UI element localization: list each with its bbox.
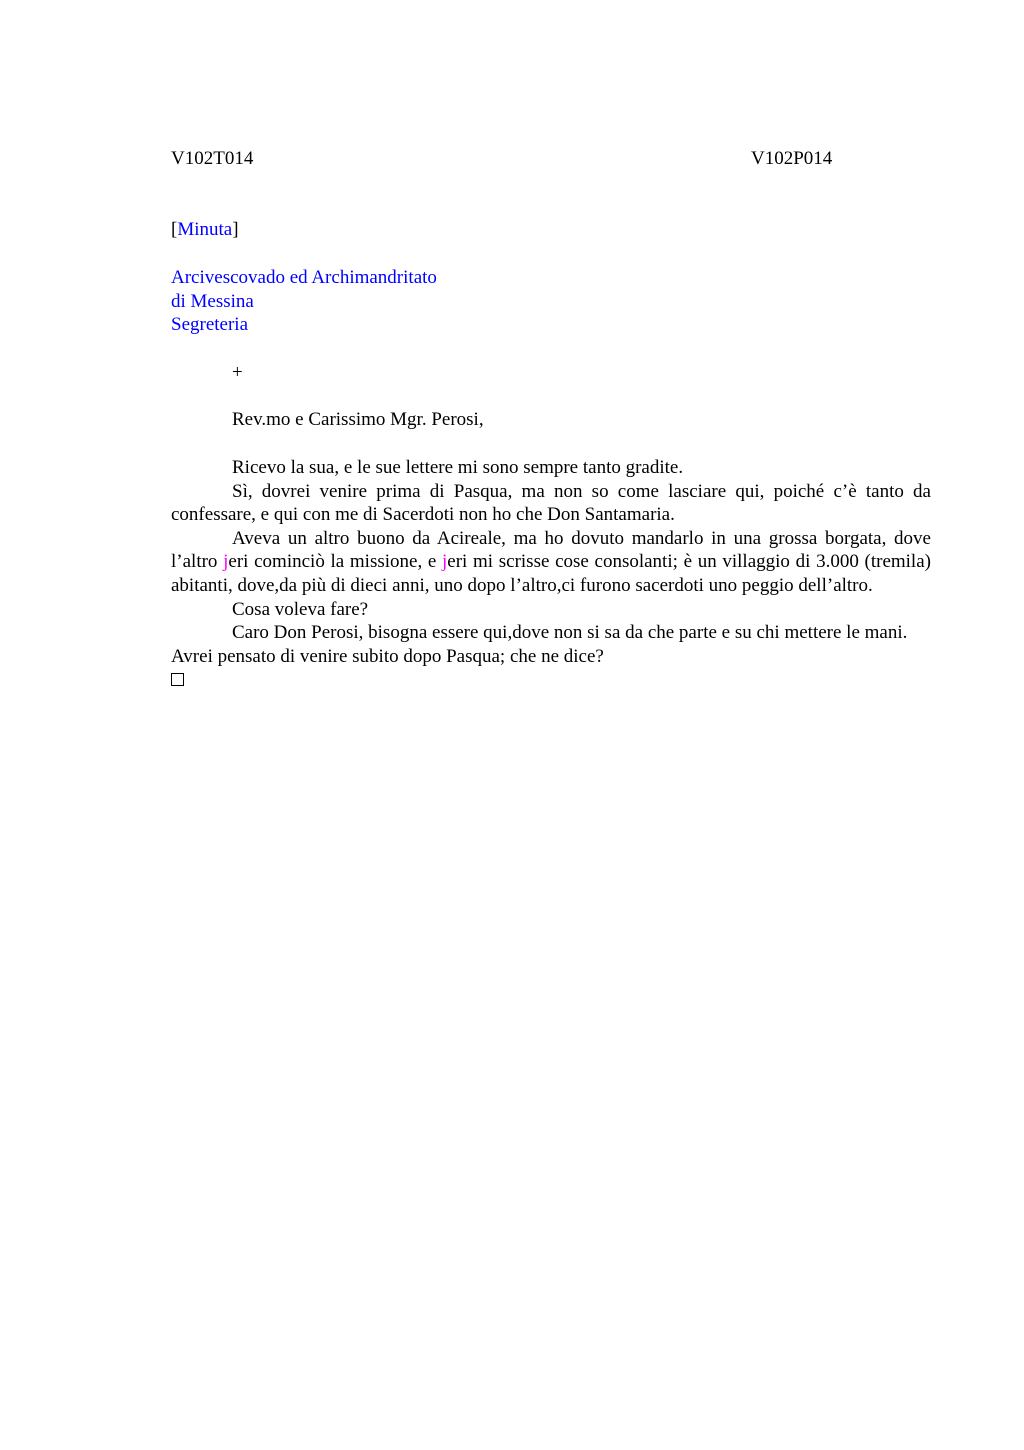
paragraph-3 — [171, 527, 931, 598]
letterhead-line-2: di Messina — [171, 290, 254, 312]
paragraph-3-part-c: eri mi scrisse cose consolanti; è un villaggio di 3.000 (tremila) abitanti, dove,da più di dieci anni, uno dopo l’altro,ci furono sacerdoti uno peggio dell’altro. — [171, 551, 931, 596]
end-mark-square — [171, 673, 184, 686]
paragraph-1: Ricevo la sua, e le sue lettere mi sono sempre tanto gradite. — [232, 457, 684, 478]
paragraph-3-part-a: Aveva un altro buono da Acireale, ma ho dovuto mandarlo in una grossa borgata, dove l’altro — [171, 527, 931, 573]
minuta-note — [171, 218, 239, 241]
letterhead-line-3: Segreteria — [171, 314, 249, 335]
correction-j-2: j — [442, 551, 448, 573]
minuta-label: Minuta — [177, 219, 233, 240]
letter-body — [171, 456, 931, 693]
minuta-close-bracket: ] — [232, 219, 239, 240]
reference-code-right: V102P014 — [751, 148, 833, 169]
paragraph-5: Caro Don Perosi, bisogna essere qui,dove non si sa da che parte e su chi mettere le mani. Avrei pensato di venire subito dopo Pasqua; che ne dice? — [171, 622, 908, 667]
salutation: Rev.mo e Carissimo Mgr. Perosi, — [232, 409, 484, 430]
minuta-open-bracket: [ — [171, 219, 178, 240]
paragraph-4: Cosa voleva fare? — [232, 598, 369, 620]
letterhead — [171, 266, 437, 337]
paragraph-3-part-b: eri cominciò la missione, e — [228, 551, 442, 573]
paragraph-2: Sì, dovrei venire prima di Pasqua, ma non so come lasciare qui, poiché c’è tanto da confessare, e qui con me di Sacerdoti non ho che Don Santamaria. — [171, 480, 931, 526]
cross-symbol: + — [232, 362, 243, 383]
reference-code-left: V102T014 — [171, 148, 254, 169]
letterhead-line-1: Arcivescovado ed Archimandritato — [171, 267, 437, 288]
correction-j-1: j — [223, 551, 229, 573]
